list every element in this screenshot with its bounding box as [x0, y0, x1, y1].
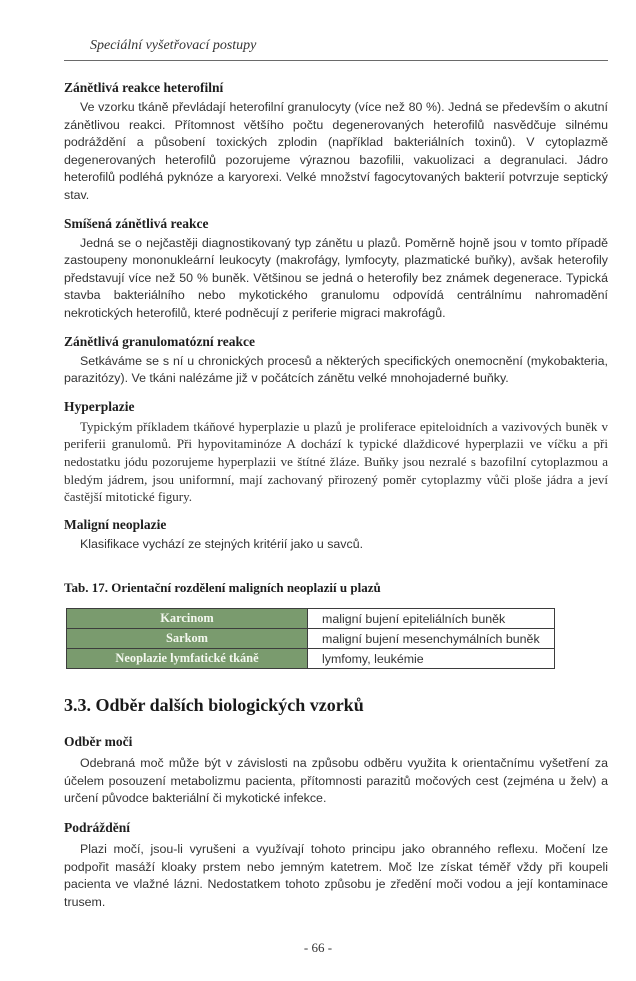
page-content [64, 80, 608, 923]
section-mixed-inflammation [64, 216, 608, 323]
section-malignant-neoplasia [64, 517, 608, 554]
section-title: Hyperplazie [64, 398, 135, 414]
running-title: Speciální vyšetřovací postupy [90, 38, 257, 53]
table-row [67, 629, 555, 649]
section-paragraph: Typickým příkladem tkáňové hyperplazie u plazů je proliferace epiteloidních a vazivových buněk v periferii granulomů. Při hypovitaminóze A dochází k typické dlaždicové hyperplazii ve víčku a při nedostatku jódu pozorujeme hyperplazii ve štítné žláze. Buňky jsou nezralé s bazofilní cytoplazmou a bledým jádrem, jsou uniformní, mají zachovaný přirozený poměr cytoplazmy vůči ploše jádra a jeví častější mitotické figury. [64, 418, 608, 505]
section-title: Podráždění [64, 820, 130, 836]
table-category-cell: Sarkom [67, 629, 308, 649]
section-paragraph: Setkáváme se s ní u chronických procesů a některých specifických onemocnění (mykobakteria, parazitózy). Ve tkáni nalézáme již v počátcích zánětu velké mnohojaderné buňky. [64, 353, 608, 386]
section-paragraph: Ve vzorku tkáně převládají heterofilní granulocyty (více než 80 %). Jedná se především o akutní zánětlivou reakci. Přítomnost většího počtu degenerovaných heterofilů nasvědčuje silnému podráždění a působení toxických zplodin (například bakteriálních toxinů). V cytoplazmě degenerovaných heterofilů pozorujeme výraznou bazofilii, vakuolizaci a degranulaci. Jádro heterofilů podléhá pyknóze a karyorexi. Velké množství fagocytovaných bakterií potvrzuje septický stav. [64, 100, 608, 202]
chapter-heading: 3.3. Odběr dalších biologických vzorků [64, 695, 364, 716]
table-category-cell: Neoplazie lymfatické tkáně [67, 649, 308, 669]
section-title: Smíšená zánětlivá reakce [64, 215, 209, 231]
section-paragraph: Odebraná moč může být v závislosti na způsobu odběru využita k orientačnímu vyšetření za účelem posouzení metabolizmu pacienta, přítomnosti parazitů močových cest (zejména u želv) a určení původce bakteriální či mykotické infekce. [64, 756, 608, 806]
table-description-cell: lymfomy, leukémie [308, 649, 555, 669]
section-title: Odběr moči [64, 734, 133, 750]
table-description-cell: maligní bujení mesenchymálních buněk [308, 629, 555, 649]
section-paragraph: Plazi močí, jsou-li vyrušeni a využívají tohoto principu jako obranného reflexu. Močení lze podpořit masáží kloaky prstem nebo jemným katetrem. Moč lze získat téměř vždy při koupeli pacienta ve vlažné lázni. Nedostatkem tohoto způsobu je zředění moči vodou a její kontaminace trusem. [64, 842, 608, 909]
section-title: Maligní neoplazie [64, 516, 167, 532]
section-granulomatous-inflammation [64, 334, 608, 388]
table-description-cell: maligní bujení epiteliálních buněk [308, 609, 555, 629]
section-urine-collection [64, 734, 608, 808]
section-paragraph: Jedná se o nejčastěji diagnostikovaný typ zánětu u plazů. Poměrně hojně jsou v tomto případě zastoupeny mononukleární leukocyty (makrofágy, lymfocyty, plazmatické buňky), avšak heterofily představují více než 50 % buněk. Většinou se jedná o heterofily bez známek degenerace. Typická stavba bakteriálního nebo mykotického granulomu odpovídá centrálnímu nahromadění nekrotických heterofilů, které podněcují z periferie migraci makrofágů. [64, 235, 608, 320]
neoplasia-table [66, 608, 555, 669]
section-hyperplasia [64, 399, 608, 506]
page-number: - 66 - [303, 940, 333, 955]
running-header [64, 38, 608, 61]
section-paragraph: Klasifikace vychází ze stejných kritérií jako u savců. [80, 536, 364, 551]
table-row [67, 649, 555, 669]
table-row [67, 609, 555, 629]
section-irritation [64, 820, 608, 911]
section-title: Zánětlivá granulomatózní reakce [64, 333, 255, 349]
section-heterophilic-inflammation [64, 80, 608, 205]
table-category-cell: Karcinom [67, 609, 308, 629]
table-caption: Tab. 17. Orientační rozdělení maligních neoplazií u plazů [64, 580, 381, 596]
section-title: Zánětlivá reakce heterofilní [64, 80, 224, 95]
